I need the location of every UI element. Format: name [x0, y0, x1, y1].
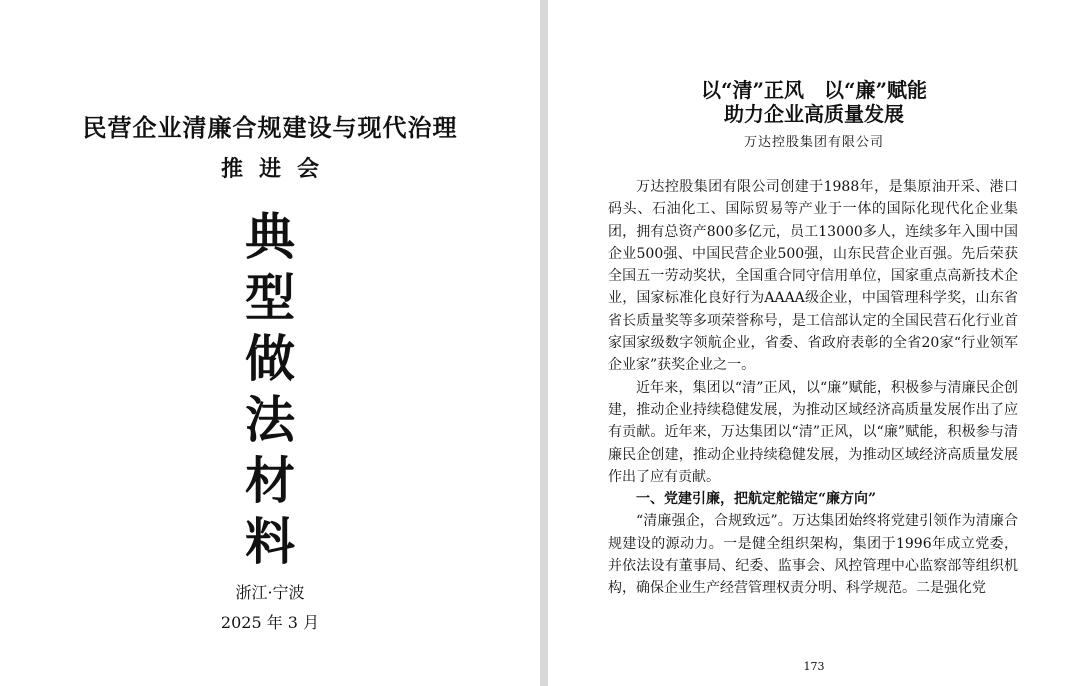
big-char: 典	[245, 207, 295, 266]
big-char: 做	[245, 329, 295, 388]
paragraph: 万达控股集团有限公司创建于1988年，是集原油开采、港口码头、石油化工、国际贸易等产业于一体的国际化现代化企业集团，拥有总资产800多亿元，员工13000多人，连续多年入围中国企业500强、中国民营企业500强，山东民营企业百强。先后荣获全国五一劳动奖状，全国重合同守信用单位，国家重点高新技术企业，国家标准化良好行为AAAA级企业，中国管理科学奖，山东省省长质量奖等多项荣誉称号，是工信部认定的全国民营石化行业首家国家级数字领航企业，省委、省政府表彰的全省20家“行业领军企业家”获奖企业之一。	[608, 179, 1018, 374]
article-body	[608, 176, 1018, 600]
page-number: 173	[803, 660, 825, 673]
article-page	[548, 0, 1080, 686]
cover-date: 2025 年 3 月	[220, 613, 320, 632]
paragraph: 近年来，集团以“清”正风，以“廉”赋能，积极参与清廉民企创建，推动企业持续稳健发展，为推动区域经济高质量发展作出了应有贡献。近年来，万达集团以“清”正风，以“廉”赋能，积极参与清廉民企创建，推动企业持续稳健发展，为推动区域经济高质量发展作出了应有贡献。	[608, 379, 1018, 485]
big-char: 法	[245, 390, 295, 449]
cover-subtitle: 推进会	[220, 156, 335, 182]
paragraph: “清廉强企，合规致远”。万达集团始终将党建引领作为清廉合规建设的源动力。一是健全组织架构，集团于1996年成立党委，并依法设有董事局、纪委、监事会、风控管理中心监察部等组织机构，确保企业生产经营管理权责分明、科学规范。二是强化党	[608, 513, 1018, 597]
section-heading: 一、党建引廉，把航定舵锚定“廉方向”	[636, 491, 877, 508]
cover-big-title	[0, 206, 540, 572]
cover-title: 民营企业清廉合规建设与现代治理	[82, 113, 458, 142]
article-title: 以“清”正风 以“廉”赋能	[700, 78, 927, 102]
article-organization: 万达控股集团有限公司	[743, 135, 884, 150]
big-char: 料	[245, 512, 295, 571]
big-char: 型	[245, 268, 295, 327]
article-title-line2: 助力企业高质量发展	[724, 102, 904, 126]
cover-place: 浙江·宁波	[235, 583, 305, 602]
big-char: 材	[245, 451, 295, 510]
